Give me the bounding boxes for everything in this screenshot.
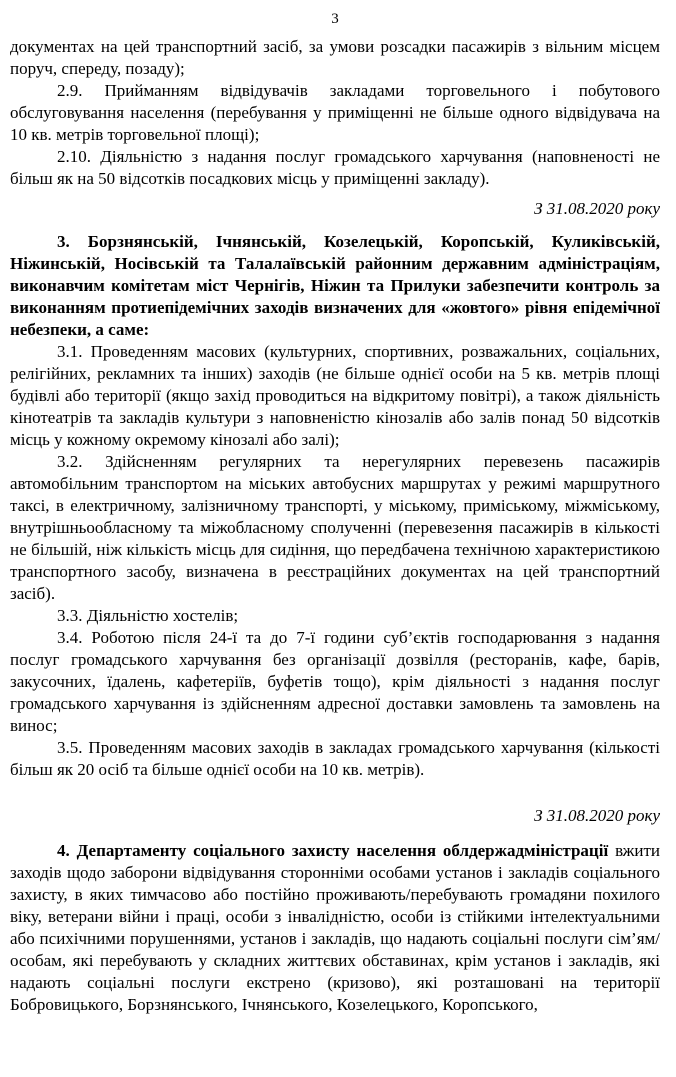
paragraph-item-3-5: 3.5. Проведенням масових заходів в закладах громадського харчування (кількості більш як 20 осіб та більше однієї особи на 10 кв. метрів). [10,738,660,779]
section-4-heading-bold: 4. Департаменту соціального захисту населення облдержадміністрації [57,841,609,860]
paragraph-continuation: документах на цей транспортний засіб, за умови розсадки пасажирів з вільним місцем поруч, спереду, позаду); [10,37,660,78]
section-3-heading: 3. Борзнянській, Ічнянській, Козелецькій, Коропській, Куликівській, Ніжинській, Носівській та Талалаївській районним державним адміністраціям, виконавчим комітетам міст Чернігів, Ніжин та Прилуки забезпечити контроль за виконанням протиепідемічних заходів визначених для «жовтого» рівня епідемічної небезпеки, а саме: [10,232,660,339]
paragraph-item-2-10: 2.10. Діяльністю з надання послуг громадського харчування (наповненості не більш як на 50 відсотків посадкових місць у приміщенні закладу). [10,147,660,188]
paragraph-item-3-4: 3.4. Роботою після 24-ї та до 7-ї години суб’єктів господарювання з надання послуг громадського харчування без організації дозвілля (ресторанів, кафе, барів, закусочних, їдалень, кафетеріїв, буфетів тощо), крім діяльності з надання послуг громадського харчування із здійсненням адресної доставки замовлень та замовлень на винос; [10,628,660,735]
paragraph-item-2-9: 2.9. Прийманням відвідувачів закладами торговельного і побутового обслуговування населення (перебування у приміщенні не більше одного відвідувача на 10 кв. метрів торговельної площі); [10,81,660,144]
paragraph-item-3-2: 3.2. Здійсненням регулярних та нерегулярних перевезень пасажирів автомобільним транспортом на міських автобусних маршрутах у режимі маршрутного таксі, в електричному, залізничному транспорті, у міському, приміському, міжміському, внутрішньообласному та міжобласному сполученні (перевезення пасажирів в кількості не більшій, ніж кількість місць для сидіння, що передбачена технічною характеристикою транспортного засобу, визначена в реєстраційних документах на цей транспортний засіб). [10,452,660,603]
effective-date-section-3: З 31.08.2020 року [534,806,660,825]
paragraph-item-3-3: 3.3. Діяльністю хостелів; [57,606,239,625]
paragraph-section-4 [10,840,660,1016]
section-4-body-text: вжити заходів щодо заборони відвідування сторонніми особами установ і закладів соціального захисту, в яких тимчасово або постійно проживають/перебувають громадяни похилого віку, ветерани війни і праці, особи з інвалідністю, особи із стійкими інтелектуальними або психічними порушеннями, установ і закладів, що надають соціальні послуги сім’ям/особам, які перебувають у складних життєвих обставинах, крім установ і закладів, які надають соціальні послуги екстрено (кризово), які розташовані на території Бобровицького, Борзнянського, Ічнянського, Козелецького, Коропського, [10,841,661,1014]
page-number: 3 [331,11,339,27]
paragraph-item-3-1: 3.1. Проведенням масових (культурних, спортивних, розважальних, соціальних, релігійних, рекламних та інших) заходів (не більше однієї особи на 5 кв. метрів площі будівлі або території (якщо захід проводиться на відкритому повітрі), а також діяльність кінотеатрів та закладів культури з наповненістю кінозалів або залів понад 50 відсотків місць у кожному окремому кінозалі або залі); [10,342,660,449]
effective-date-section-2: З 31.08.2020 року [534,199,660,218]
